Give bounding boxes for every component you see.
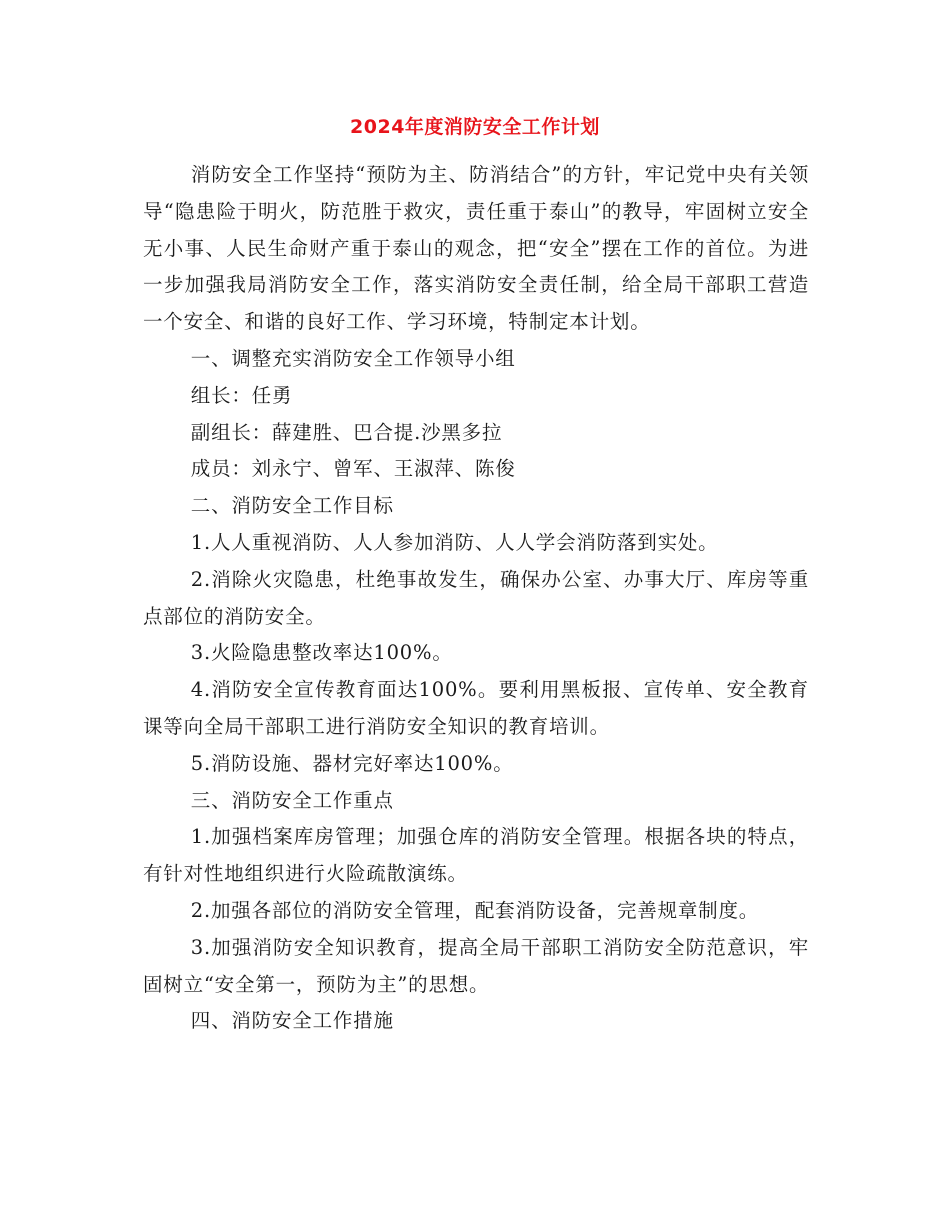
goal-item-2: 2.消除火灾隐患，杜绝事故发生，确保办公室、办事大厅、库房等重点部位的消防安全。 bbox=[143, 567, 809, 628]
leader-line: 组长：任勇 bbox=[190, 383, 293, 407]
document-body bbox=[143, 157, 809, 1040]
deputy-leader-line: 副组长：薛建胜、巴合提.沙黑多拉 bbox=[190, 420, 503, 444]
focus-item-3: 3.加强消防安全知识教育，提高全局干部职工消防安全防范意识，牢固树立“安全第一，预防为主”的思想。 bbox=[143, 935, 809, 996]
goal-item-5: 5.消防设施、器材完好率达100%。 bbox=[190, 751, 514, 775]
intro-paragraph: 消防安全工作坚持“预防为主、防消结合”的方针，牢记党中央有关领导“隐患险于明火，防范胜于救灾，责任重于泰山”的教导，牢固树立安全无小事、人民生命财产重于泰山的观念，把“安全”摆在工作的首位。为进一步加强我局消防安全工作，落实消防安全责任制，给全局干部职工营造一个安全、和谐的良好工作、学习环境，特制定本计划。 bbox=[143, 163, 809, 334]
members-line: 成员：刘永宁、曾军、王淑萍、陈俊 bbox=[190, 457, 516, 481]
document-title: 2024年度消防安全工作计划 bbox=[350, 116, 600, 138]
focus-item-2: 2.加强各部位的消防安全管理，配套消防设备，完善规章制度。 bbox=[190, 898, 760, 922]
focus-item-1: 1.加强档案库房管理；加强仓库的消防安全管理。根据各块的特点，有针对性地组织进行火险疏散演练。 bbox=[143, 825, 809, 886]
section-heading-measures: 四、消防安全工作措施 bbox=[190, 1009, 394, 1033]
section-heading-goals: 二、消防安全工作目标 bbox=[190, 494, 394, 518]
goal-item-3: 3.火险隐患整改率达100%。 bbox=[190, 641, 453, 665]
section-heading-focus: 三、消防安全工作重点 bbox=[190, 788, 394, 812]
section-heading-leadership: 一、调整充实消防安全工作领导小组 bbox=[190, 346, 516, 370]
goal-item-1: 1.人人重视消防、人人参加消防、人人学会消防落到实处。 bbox=[190, 530, 719, 554]
goal-item-4: 4.消防安全宣传教育面达100%。要利用黑板报、宣传单、安全教育课等向全局干部职工进行消防安全知识的教育培训。 bbox=[143, 678, 809, 738]
